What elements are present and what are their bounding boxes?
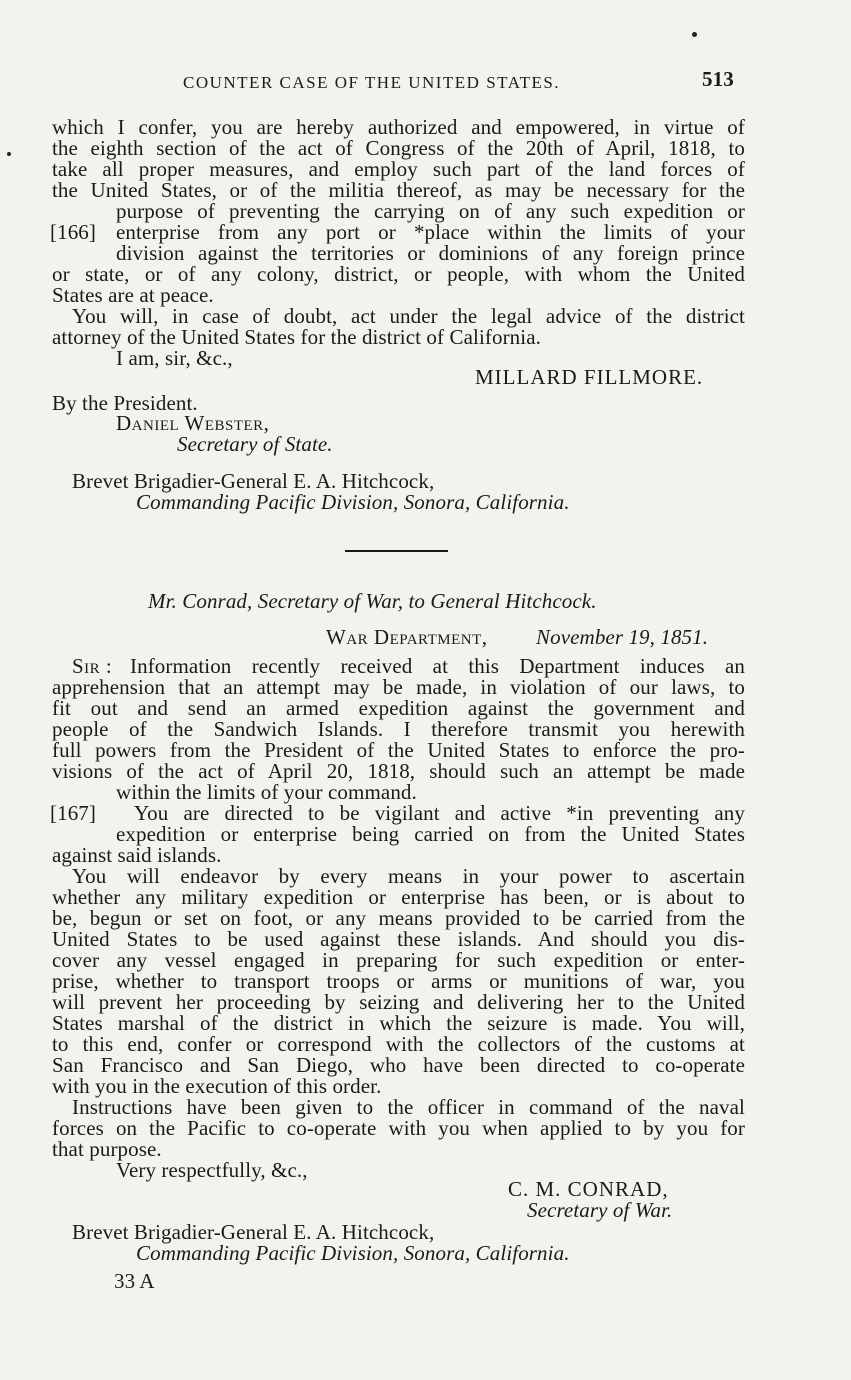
closing-line: I am, sir, &c., — [116, 346, 233, 370]
body-line: to this end, confer or correspond with the collectors of the customs at — [52, 1032, 745, 1056]
dateline-date: November 19, 1851. — [536, 625, 709, 649]
dateline-place: War Department, — [326, 625, 488, 649]
body-line: enterprise from any port or *place within the limits of your — [116, 220, 745, 244]
body-line: which I confer, you are hereby authorized and empowered, in virtue of — [52, 115, 745, 139]
body-line: expedition or enterprise being carried on from the United States — [116, 822, 745, 846]
marginal-reference: [166] — [50, 220, 96, 244]
printer-signature-mark: 33 A — [114, 1269, 155, 1293]
body-line: States marshal of the district in which the seizure is made. You will, — [52, 1011, 745, 1035]
signature-fillmore: MILLARD FILLMORE. — [475, 365, 704, 389]
body-line: United States to be used against these islands. And should you dis- — [52, 927, 745, 951]
by-the-president: By the President. — [52, 391, 198, 415]
countersign-title: Secretary of State. — [177, 432, 333, 456]
body-line: apprehension that an attempt may be made, in violation of our laws, to — [52, 675, 745, 699]
body-line: that purpose. — [52, 1137, 162, 1161]
body-line: take all proper measures, and employ such part of the land forces of — [52, 157, 745, 181]
addressee-name: Brevet Brigadier-General E. A. Hitchcock, — [72, 1220, 435, 1244]
body-line: with you in the execution of this order. — [52, 1074, 382, 1098]
print-speck — [7, 152, 11, 156]
body-line: will prevent her proceeding by seizing and delivering her to the United — [52, 990, 745, 1014]
body-line: against said islands. — [52, 843, 222, 867]
body-line: within the limits of your command. — [116, 780, 417, 804]
print-speck — [692, 32, 697, 37]
countersign-name: Daniel Webster, — [116, 411, 270, 435]
addressee-title: Commanding Pacific Division, Sonora, California. — [136, 490, 570, 514]
body-line: States are at peace. — [52, 283, 214, 307]
running-title: COUNTER CASE OF THE UNITED STATES. — [183, 73, 561, 92]
body-line: people of the Sandwich Islands. I therefore transmit you herewith — [52, 717, 745, 741]
body-line: You will, in case of doubt, act under the legal advice of the district — [72, 304, 745, 328]
body-line: attorney of the United States for the district of California. — [52, 325, 541, 349]
addressee-title: Commanding Pacific Division, Sonora, California. — [136, 1241, 570, 1265]
body-line: full powers from the President of the United States to enforce the pro- — [52, 738, 745, 762]
body-line: or state, or of any colony, district, or people, with whom the United — [52, 262, 745, 286]
body-line: forces on the Pacific to co-operate with you when applied to by you for — [52, 1116, 745, 1140]
signature-conrad: C. M. CONRAD, — [508, 1177, 669, 1201]
body-line: the United States, or of the militia thereof, as may be necessary for the — [52, 178, 745, 202]
body-line: You will endeavor by every means in your power to ascertain — [72, 864, 745, 888]
addressee-name: Brevet Brigadier-General E. A. Hitchcock, — [72, 469, 435, 493]
body-line: visions of the act of April 20, 1818, should such an attempt be made — [52, 759, 745, 783]
section-divider — [345, 550, 448, 552]
body-line: be, begun or set on foot, or any means provided to be carried from the — [52, 906, 745, 930]
salutation: Sir : — [72, 654, 113, 678]
body-line: whether any military expedition or enterprise has been, or is about to — [52, 885, 745, 909]
letter-heading: Mr. Conrad, Secretary of War, to General Hitchcock. — [148, 589, 597, 613]
body-line: purpose of preventing the carrying on of any such expedition or — [116, 199, 745, 223]
body-line: Instructions have been given to the officer in command of the naval — [72, 1095, 745, 1119]
body-line: Information recently received at this Department induces an — [130, 654, 745, 678]
body-line: fit out and send an armed expedition against the government and — [52, 696, 745, 720]
marginal-reference: [167] — [50, 801, 96, 825]
body-line: the eighth section of the act of Congress of the 20th of April, 1818, to — [52, 136, 745, 160]
body-line: division against the territories or dominions of any foreign prince — [116, 241, 745, 265]
body-line: prise, whether to transport troops or arms or munitions of war, you — [52, 969, 745, 993]
body-line: cover any vessel engaged in preparing for such expedition or enter- — [52, 948, 745, 972]
body-line: San Francisco and San Diego, who have been directed to co-operate — [52, 1053, 745, 1077]
body-line: You are directed to be vigilant and active *in preventing any — [134, 801, 745, 825]
signature-title: Secretary of War. — [527, 1198, 673, 1222]
closing-line: Very respectfully, &c., — [116, 1158, 308, 1182]
page-number: 513 — [702, 67, 734, 91]
